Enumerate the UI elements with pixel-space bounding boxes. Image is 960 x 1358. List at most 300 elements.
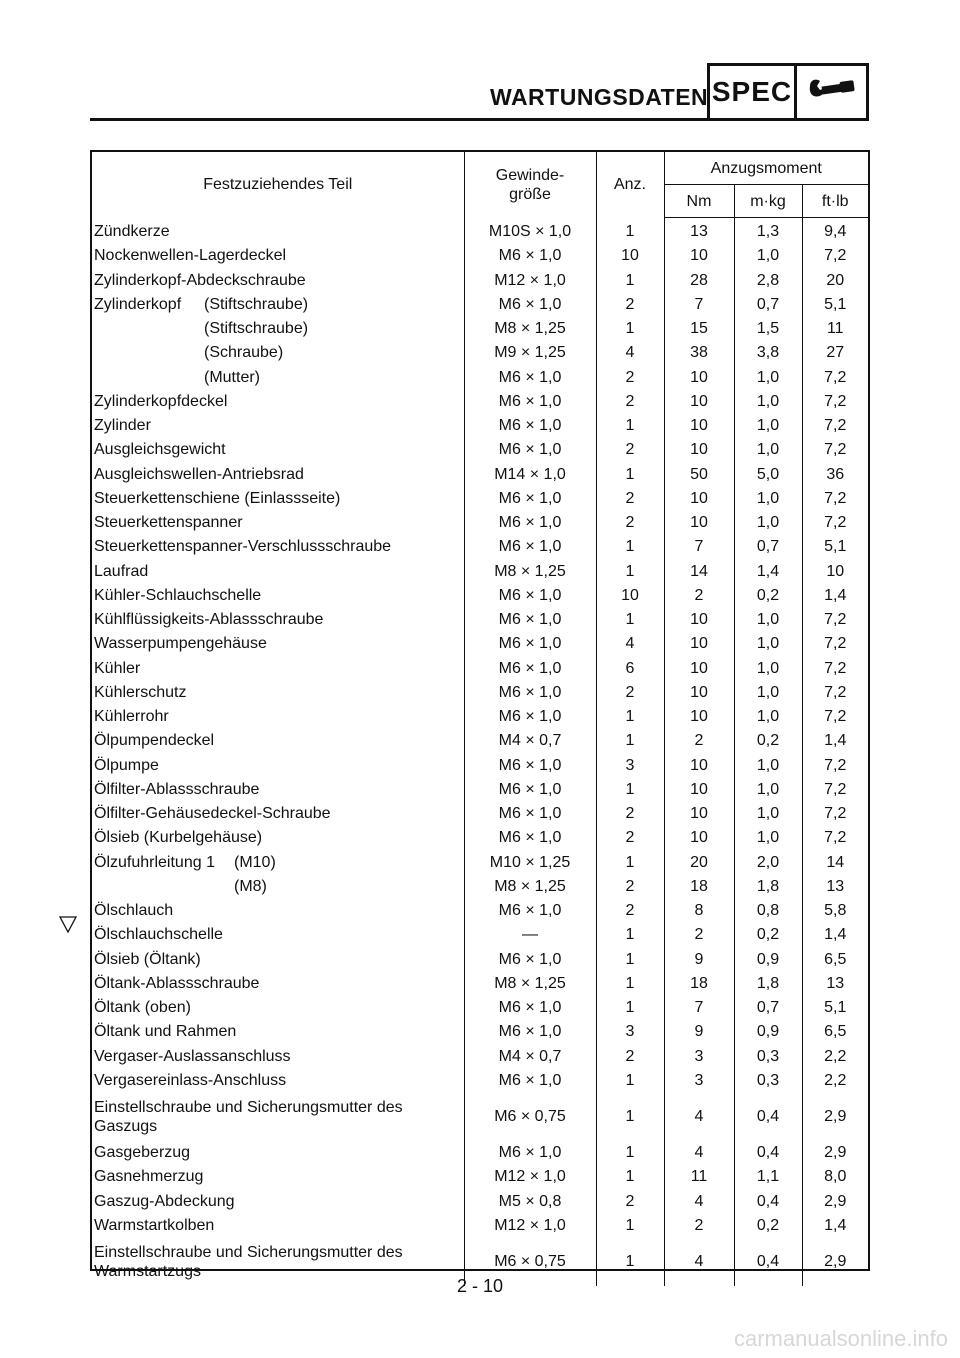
qty-cell: 2	[596, 487, 664, 511]
mkg-cell: 0,2	[734, 584, 802, 608]
table-row	[92, 705, 868, 729]
part-cell	[92, 341, 464, 365]
ftlb-cell: 1,4	[824, 926, 847, 944]
size-cell: M6 × 1,0	[464, 293, 596, 317]
part-variant: (Stiftschraube)	[204, 320, 309, 338]
table-row	[92, 875, 868, 899]
nm-cell: 8	[664, 899, 734, 923]
table-row	[92, 560, 868, 584]
mkg-cell: 0,2	[734, 1214, 802, 1238]
part-cell: Ölsieb (Öltank)	[94, 950, 201, 968]
size-cell: M5 × 0,8	[464, 1190, 596, 1214]
nm-cell: 4	[664, 1238, 734, 1286]
table-row	[92, 218, 868, 245]
ftlb-cell: 7,2	[824, 708, 847, 726]
size-cell: M6 × 1,0	[464, 948, 596, 972]
ftlb-cell: 2,9	[824, 1192, 847, 1210]
nm-cell: 15	[664, 317, 734, 341]
mkg-cell: 1,8	[734, 875, 802, 899]
table-row	[92, 293, 868, 317]
table-row	[92, 341, 868, 365]
qty-cell: 2	[596, 681, 664, 705]
qty-cell: 1	[596, 778, 664, 802]
ftlb-cell: 5,1	[824, 538, 847, 556]
size-cell: M6 × 1,0	[464, 511, 596, 535]
ftlb-cell: 11	[826, 320, 844, 338]
nm-cell: 3	[664, 1069, 734, 1093]
mkg-cell: 0,2	[734, 923, 802, 947]
mkg-cell: 1,0	[734, 778, 802, 802]
qty-cell: 1	[596, 1238, 664, 1286]
qty-cell: 1	[596, 218, 664, 245]
size-cell: M4 × 0,7	[464, 729, 596, 753]
table-row	[92, 754, 868, 778]
col-header-torque: Anzugsmoment	[664, 152, 868, 185]
nm-cell: 50	[664, 463, 734, 487]
part-cell: Ölsieb (Kurbelgehäuse)	[94, 829, 263, 847]
size-cell: M6 × 1,0	[464, 1069, 596, 1093]
col-header-ftlb: ft·lb	[802, 185, 868, 218]
mkg-cell: 0,4	[734, 1141, 802, 1165]
qty-cell: 3	[596, 754, 664, 778]
size-cell: M9 × 1,25	[464, 341, 596, 365]
table-row	[92, 778, 868, 802]
ftlb-cell: 2,2	[824, 1071, 847, 1089]
nm-cell: 4	[664, 1093, 734, 1141]
part-variant: (Stiftschraube)	[204, 295, 309, 313]
nm-cell: 10	[664, 244, 734, 268]
nm-cell: 18	[664, 972, 734, 996]
qty-cell: 2	[596, 366, 664, 390]
part-cell: Kühlerrohr	[94, 708, 169, 726]
mkg-cell: 1,4	[734, 560, 802, 584]
spec-label: SPEC	[710, 66, 797, 118]
nm-cell: 10	[664, 438, 734, 462]
qty-cell: 10	[596, 244, 664, 268]
ftlb-cell: 2,2	[824, 1047, 847, 1065]
part-variant: (Schraube)	[204, 344, 284, 362]
part-cell: Ölpumpendeckel	[94, 732, 215, 750]
part-cell: Ausgleichsgewicht	[94, 441, 226, 459]
mkg-cell: 1,0	[734, 244, 802, 268]
table-row	[92, 851, 868, 875]
ftlb-cell: 7,2	[824, 392, 847, 410]
qty-cell: 2	[596, 293, 664, 317]
part-cell: Einstellschraube und Sicherungsmutter des Gaszugs	[94, 1099, 403, 1135]
ftlb-cell: 5,1	[824, 999, 847, 1017]
nm-cell: 2	[664, 584, 734, 608]
torque-table	[90, 150, 870, 1280]
part-cell: Ölschlauchschelle	[94, 926, 223, 944]
table-row	[92, 632, 868, 656]
table-row	[92, 608, 868, 632]
part-cell: Steuerkettenschiene (Einlassseite)	[94, 489, 341, 507]
part-cell: Zylinderkopfdeckel	[94, 392, 228, 410]
part-cell: Nockenwellen-Lagerdeckel	[94, 247, 287, 265]
part-cell: Gasgeberzug	[94, 1144, 191, 1162]
size-cell: M6 × 1,0	[464, 681, 596, 705]
mkg-cell: 0,7	[734, 535, 802, 559]
nm-cell: 4	[664, 1190, 734, 1214]
table-row	[92, 511, 868, 535]
table-row	[92, 438, 868, 462]
qty-cell: 1	[596, 317, 664, 341]
nm-cell: 9	[664, 948, 734, 972]
nm-cell: 9	[664, 1020, 734, 1044]
ftlb-cell: 7,2	[824, 780, 847, 798]
qty-cell: 2	[596, 390, 664, 414]
size-cell: M10S × 1,0	[464, 218, 596, 245]
part-cell: Ölpumpe	[94, 756, 159, 774]
size-cell: M6 × 0,75	[464, 1093, 596, 1141]
table-body	[92, 218, 868, 1287]
mkg-cell: 1,0	[734, 657, 802, 681]
size-cell: M8 × 1,25	[464, 560, 596, 584]
size-cell: M6 × 1,0	[464, 1141, 596, 1165]
col-header-qty: Anz.	[596, 152, 664, 218]
mkg-cell: 1,0	[734, 511, 802, 535]
table-row	[92, 948, 868, 972]
ftlb-cell: 7,2	[824, 659, 847, 677]
size-cell: M6 × 1,0	[464, 535, 596, 559]
size-cell: —	[464, 923, 596, 947]
mkg-cell: 0,4	[734, 1093, 802, 1141]
qty-cell: 1	[596, 996, 664, 1020]
part-cell	[92, 875, 464, 899]
mkg-cell: 1,1	[734, 1165, 802, 1189]
part-variant: (M10)	[234, 853, 276, 871]
table-row	[92, 463, 868, 487]
size-cell: M6 × 1,0	[464, 826, 596, 850]
mkg-cell: 1,0	[734, 754, 802, 778]
qty-cell: 1	[596, 463, 664, 487]
qty-cell: 6	[596, 657, 664, 681]
table-row	[92, 487, 868, 511]
header-rule	[90, 118, 710, 121]
size-cell: M6 × 1,0	[464, 1020, 596, 1044]
ftlb-cell: 8,0	[824, 1168, 847, 1186]
table-row	[92, 972, 868, 996]
mkg-cell: 0,3	[734, 1069, 802, 1093]
table-row	[92, 584, 868, 608]
part-cell	[92, 293, 464, 317]
nm-cell: 11	[664, 1165, 734, 1189]
mkg-cell: 1,0	[734, 390, 802, 414]
part-cell	[92, 366, 464, 390]
size-cell: M6 × 1,0	[464, 778, 596, 802]
mkg-cell: 1,0	[734, 705, 802, 729]
nm-cell: 3	[664, 1045, 734, 1069]
mkg-cell: 1,0	[734, 438, 802, 462]
qty-cell: 4	[596, 632, 664, 656]
qty-cell: 1	[596, 1214, 664, 1238]
size-cell: M12 × 1,0	[464, 269, 596, 293]
mkg-cell: 2,0	[734, 851, 802, 875]
ftlb-cell: 7,2	[824, 514, 847, 532]
table-row	[92, 535, 868, 559]
part-cell: Gasnehmerzug	[94, 1168, 204, 1186]
qty-cell: 1	[596, 1165, 664, 1189]
triangle-marker-icon	[58, 915, 78, 935]
table-row	[92, 826, 868, 850]
nm-cell: 10	[664, 657, 734, 681]
ftlb-cell: 9,4	[824, 223, 847, 241]
ftlb-cell: 2,9	[824, 1253, 847, 1270]
table-row	[92, 1045, 868, 1069]
nm-cell: 18	[664, 875, 734, 899]
ftlb-cell: 7,2	[824, 368, 847, 386]
size-cell: M6 × 1,0	[464, 366, 596, 390]
mkg-cell: 1,5	[734, 317, 802, 341]
size-cell: M6 × 1,0	[464, 244, 596, 268]
size-cell: M6 × 1,0	[464, 705, 596, 729]
ftlb-cell: 7,2	[824, 683, 847, 701]
qty-cell: 1	[596, 851, 664, 875]
col-header-part: Festzuziehendes Teil	[203, 176, 353, 194]
part-cell: Warmstartkolben	[94, 1216, 215, 1234]
page-title: WARTUNGSDATEN	[490, 84, 709, 110]
qty-cell: 1	[596, 729, 664, 753]
mkg-cell: 0,9	[734, 1020, 802, 1044]
part-name: Zylinderkopf	[94, 295, 182, 313]
size-cell: M10 × 1,25	[464, 851, 596, 875]
nm-cell: 7	[664, 535, 734, 559]
mkg-cell: 1,0	[734, 366, 802, 390]
mkg-cell: 0,7	[734, 996, 802, 1020]
part-cell: Öltank und Rahmen	[94, 1023, 237, 1041]
mkg-cell: 3,8	[734, 341, 802, 365]
ftlb-cell: 6,5	[824, 950, 847, 968]
size-cell: M8 × 1,25	[464, 875, 596, 899]
nm-cell: 2	[664, 1214, 734, 1238]
qty-cell: 4	[596, 341, 664, 365]
size-cell: M6 × 1,0	[464, 390, 596, 414]
qty-cell: 2	[596, 1045, 664, 1069]
col-header-mkg: m·kg	[734, 185, 802, 218]
mkg-cell: 2,8	[734, 269, 802, 293]
part-cell: Kühler	[94, 659, 141, 677]
size-cell: M14 × 1,0	[464, 463, 596, 487]
nm-cell: 2	[664, 923, 734, 947]
nm-cell: 10	[664, 826, 734, 850]
qty-cell: 1	[596, 269, 664, 293]
ftlb-cell: 7,2	[824, 441, 847, 459]
size-cell: M6 × 1,0	[464, 754, 596, 778]
ftlb-cell: 20	[826, 271, 845, 289]
table-row	[92, 729, 868, 753]
part-cell: Steuerkettenspanner	[94, 514, 243, 532]
nm-cell: 10	[664, 681, 734, 705]
qty-cell: 2	[596, 1190, 664, 1214]
ftlb-cell: 1,4	[824, 1216, 847, 1234]
ftlb-cell: 7,2	[824, 247, 847, 265]
nm-cell: 28	[664, 269, 734, 293]
nm-cell: 38	[664, 341, 734, 365]
ftlb-cell: 7,2	[824, 805, 847, 823]
part-cell: Kühlflüssigkeits-Ablassschraube	[94, 611, 324, 629]
qty-cell: 3	[596, 1020, 664, 1044]
part-cell	[92, 851, 464, 875]
mkg-cell: 1,0	[734, 802, 802, 826]
nm-cell: 10	[664, 366, 734, 390]
nm-cell: 10	[664, 778, 734, 802]
watermark: carmanualsonline.info	[733, 1326, 948, 1351]
part-cell: Gaszug-Abdeckung	[94, 1192, 235, 1210]
ftlb-cell: 7,2	[824, 756, 847, 774]
table-row	[92, 414, 868, 438]
size-cell: M6 × 0,75	[464, 1238, 596, 1286]
ftlb-cell: 36	[826, 465, 845, 483]
ftlb-cell: 14	[826, 853, 845, 871]
qty-cell: 1	[596, 608, 664, 632]
part-variant: (Mutter)	[204, 368, 260, 386]
part-cell: Einstellschraube und Sicherungsmutter des Warmstartzugs	[94, 1244, 403, 1280]
mkg-cell: 0,4	[734, 1238, 802, 1286]
nm-cell: 10	[664, 414, 734, 438]
table-row	[92, 269, 868, 293]
spec-badge	[707, 63, 869, 121]
qty-cell: 1	[596, 414, 664, 438]
part-cell: Zylinder	[94, 417, 151, 435]
table-row	[92, 1020, 868, 1044]
nm-cell: 4	[664, 1141, 734, 1165]
table-row	[92, 1165, 868, 1189]
mkg-cell: 1,0	[734, 681, 802, 705]
nm-cell: 14	[664, 560, 734, 584]
ftlb-cell: 13	[826, 877, 845, 895]
nm-cell: 10	[664, 802, 734, 826]
table-row	[92, 1141, 868, 1165]
qty-cell: 2	[596, 511, 664, 535]
ftlb-cell: 10	[826, 562, 845, 580]
mkg-cell: 0,7	[734, 293, 802, 317]
nm-cell: 7	[664, 293, 734, 317]
ftlb-cell: 2,9	[824, 1144, 847, 1162]
part-cell: Öltank-Ablassschraube	[94, 974, 260, 992]
mkg-cell: 1,0	[734, 826, 802, 850]
part-variant: (M8)	[234, 877, 267, 895]
size-cell: M6 × 1,0	[464, 608, 596, 632]
qty-cell: 1	[596, 560, 664, 584]
size-cell: M6 × 1,0	[464, 487, 596, 511]
nm-cell: 10	[664, 608, 734, 632]
part-cell: Steuerkettenspanner-Verschlussschraube	[94, 538, 392, 556]
qty-cell: 1	[596, 705, 664, 729]
table-row	[92, 802, 868, 826]
part-cell	[92, 317, 464, 341]
part-cell: Öltank (oben)	[94, 999, 191, 1017]
nm-cell: 10	[664, 632, 734, 656]
ftlb-cell: 2,9	[824, 1108, 847, 1125]
nm-cell: 10	[664, 705, 734, 729]
qty-cell: 2	[596, 899, 664, 923]
mkg-cell: 1,0	[734, 608, 802, 632]
size-cell: M12 × 1,0	[464, 1165, 596, 1189]
size-cell: M8 × 1,25	[464, 972, 596, 996]
size-cell: M4 × 0,7	[464, 1045, 596, 1069]
size-cell: M6 × 1,0	[464, 657, 596, 681]
part-cell: Ausgleichswellen-Antriebsrad	[94, 465, 304, 483]
part-cell: Zylinderkopf-Abdeckschraube	[94, 271, 306, 289]
part-cell: Ölfilter-Ablassschraube	[94, 780, 260, 798]
qty-cell: 1	[596, 535, 664, 559]
qty-cell: 1	[596, 972, 664, 996]
ftlb-cell: 6,5	[824, 1023, 847, 1041]
ftlb-cell: 27	[826, 344, 845, 362]
ftlb-cell: 13	[826, 974, 845, 992]
size-cell: M6 × 1,0	[464, 438, 596, 462]
table-row	[92, 366, 868, 390]
mkg-cell: 0,3	[734, 1045, 802, 1069]
qty-cell: 1	[596, 923, 664, 947]
page-number: 2 - 10	[456, 1276, 504, 1296]
wrench-icon	[797, 66, 866, 118]
nm-cell: 10	[664, 754, 734, 778]
ftlb-cell: 5,8	[824, 902, 847, 920]
mkg-cell: 1,0	[734, 487, 802, 511]
nm-cell: 10	[664, 511, 734, 535]
mkg-cell: 0,9	[734, 948, 802, 972]
nm-cell: 10	[664, 390, 734, 414]
size-cell: M6 × 1,0	[464, 899, 596, 923]
col-header-nm: Nm	[664, 185, 734, 218]
part-cell: Wasserpumpengehäuse	[94, 635, 267, 653]
ftlb-cell: 7,2	[824, 417, 847, 435]
table-row	[92, 1190, 868, 1214]
nm-cell: 10	[664, 487, 734, 511]
table-row	[92, 657, 868, 681]
table-row	[92, 1093, 868, 1141]
nm-cell: 2	[664, 729, 734, 753]
table-row	[92, 317, 868, 341]
size-cell: M6 × 1,0	[464, 584, 596, 608]
size-cell: M8 × 1,25	[464, 317, 596, 341]
ftlb-cell: 7,2	[824, 829, 847, 847]
mkg-cell: 1,3	[734, 218, 802, 245]
part-cell: Ölschlauch	[94, 902, 174, 920]
size-cell: M6 × 1,0	[464, 632, 596, 656]
qty-cell: 2	[596, 802, 664, 826]
qty-cell: 1	[596, 1069, 664, 1093]
qty-cell: 1	[596, 1093, 664, 1141]
mkg-cell: 0,4	[734, 1190, 802, 1214]
mkg-cell: 5,0	[734, 463, 802, 487]
qty-cell: 1	[596, 1141, 664, 1165]
table-row	[92, 1214, 868, 1238]
mkg-cell: 0,8	[734, 899, 802, 923]
nm-cell: 20	[664, 851, 734, 875]
nm-cell: 13	[664, 218, 734, 245]
size-cell: M6 × 1,0	[464, 996, 596, 1020]
qty-cell: 2	[596, 438, 664, 462]
size-cell: M12 × 1,0	[464, 1214, 596, 1238]
part-cell: Kühler-Schlauchschelle	[94, 586, 262, 604]
qty-cell: 10	[596, 584, 664, 608]
ftlb-cell: 7,2	[824, 635, 847, 653]
part-name: Ölzufuhrleitung 1	[94, 853, 215, 871]
table-row	[92, 996, 868, 1020]
mkg-cell: 0,2	[734, 729, 802, 753]
size-cell: M6 × 1,0	[464, 802, 596, 826]
part-cell: Vergaser-Auslassanschluss	[94, 1047, 291, 1065]
table-row	[92, 244, 868, 268]
ftlb-cell: 1,4	[824, 586, 847, 604]
table-row	[92, 923, 868, 947]
qty-cell: 1	[596, 948, 664, 972]
part-cell: Vergasereinlass-Anschluss	[94, 1071, 287, 1089]
table-row	[92, 899, 868, 923]
nm-cell: 7	[664, 996, 734, 1020]
